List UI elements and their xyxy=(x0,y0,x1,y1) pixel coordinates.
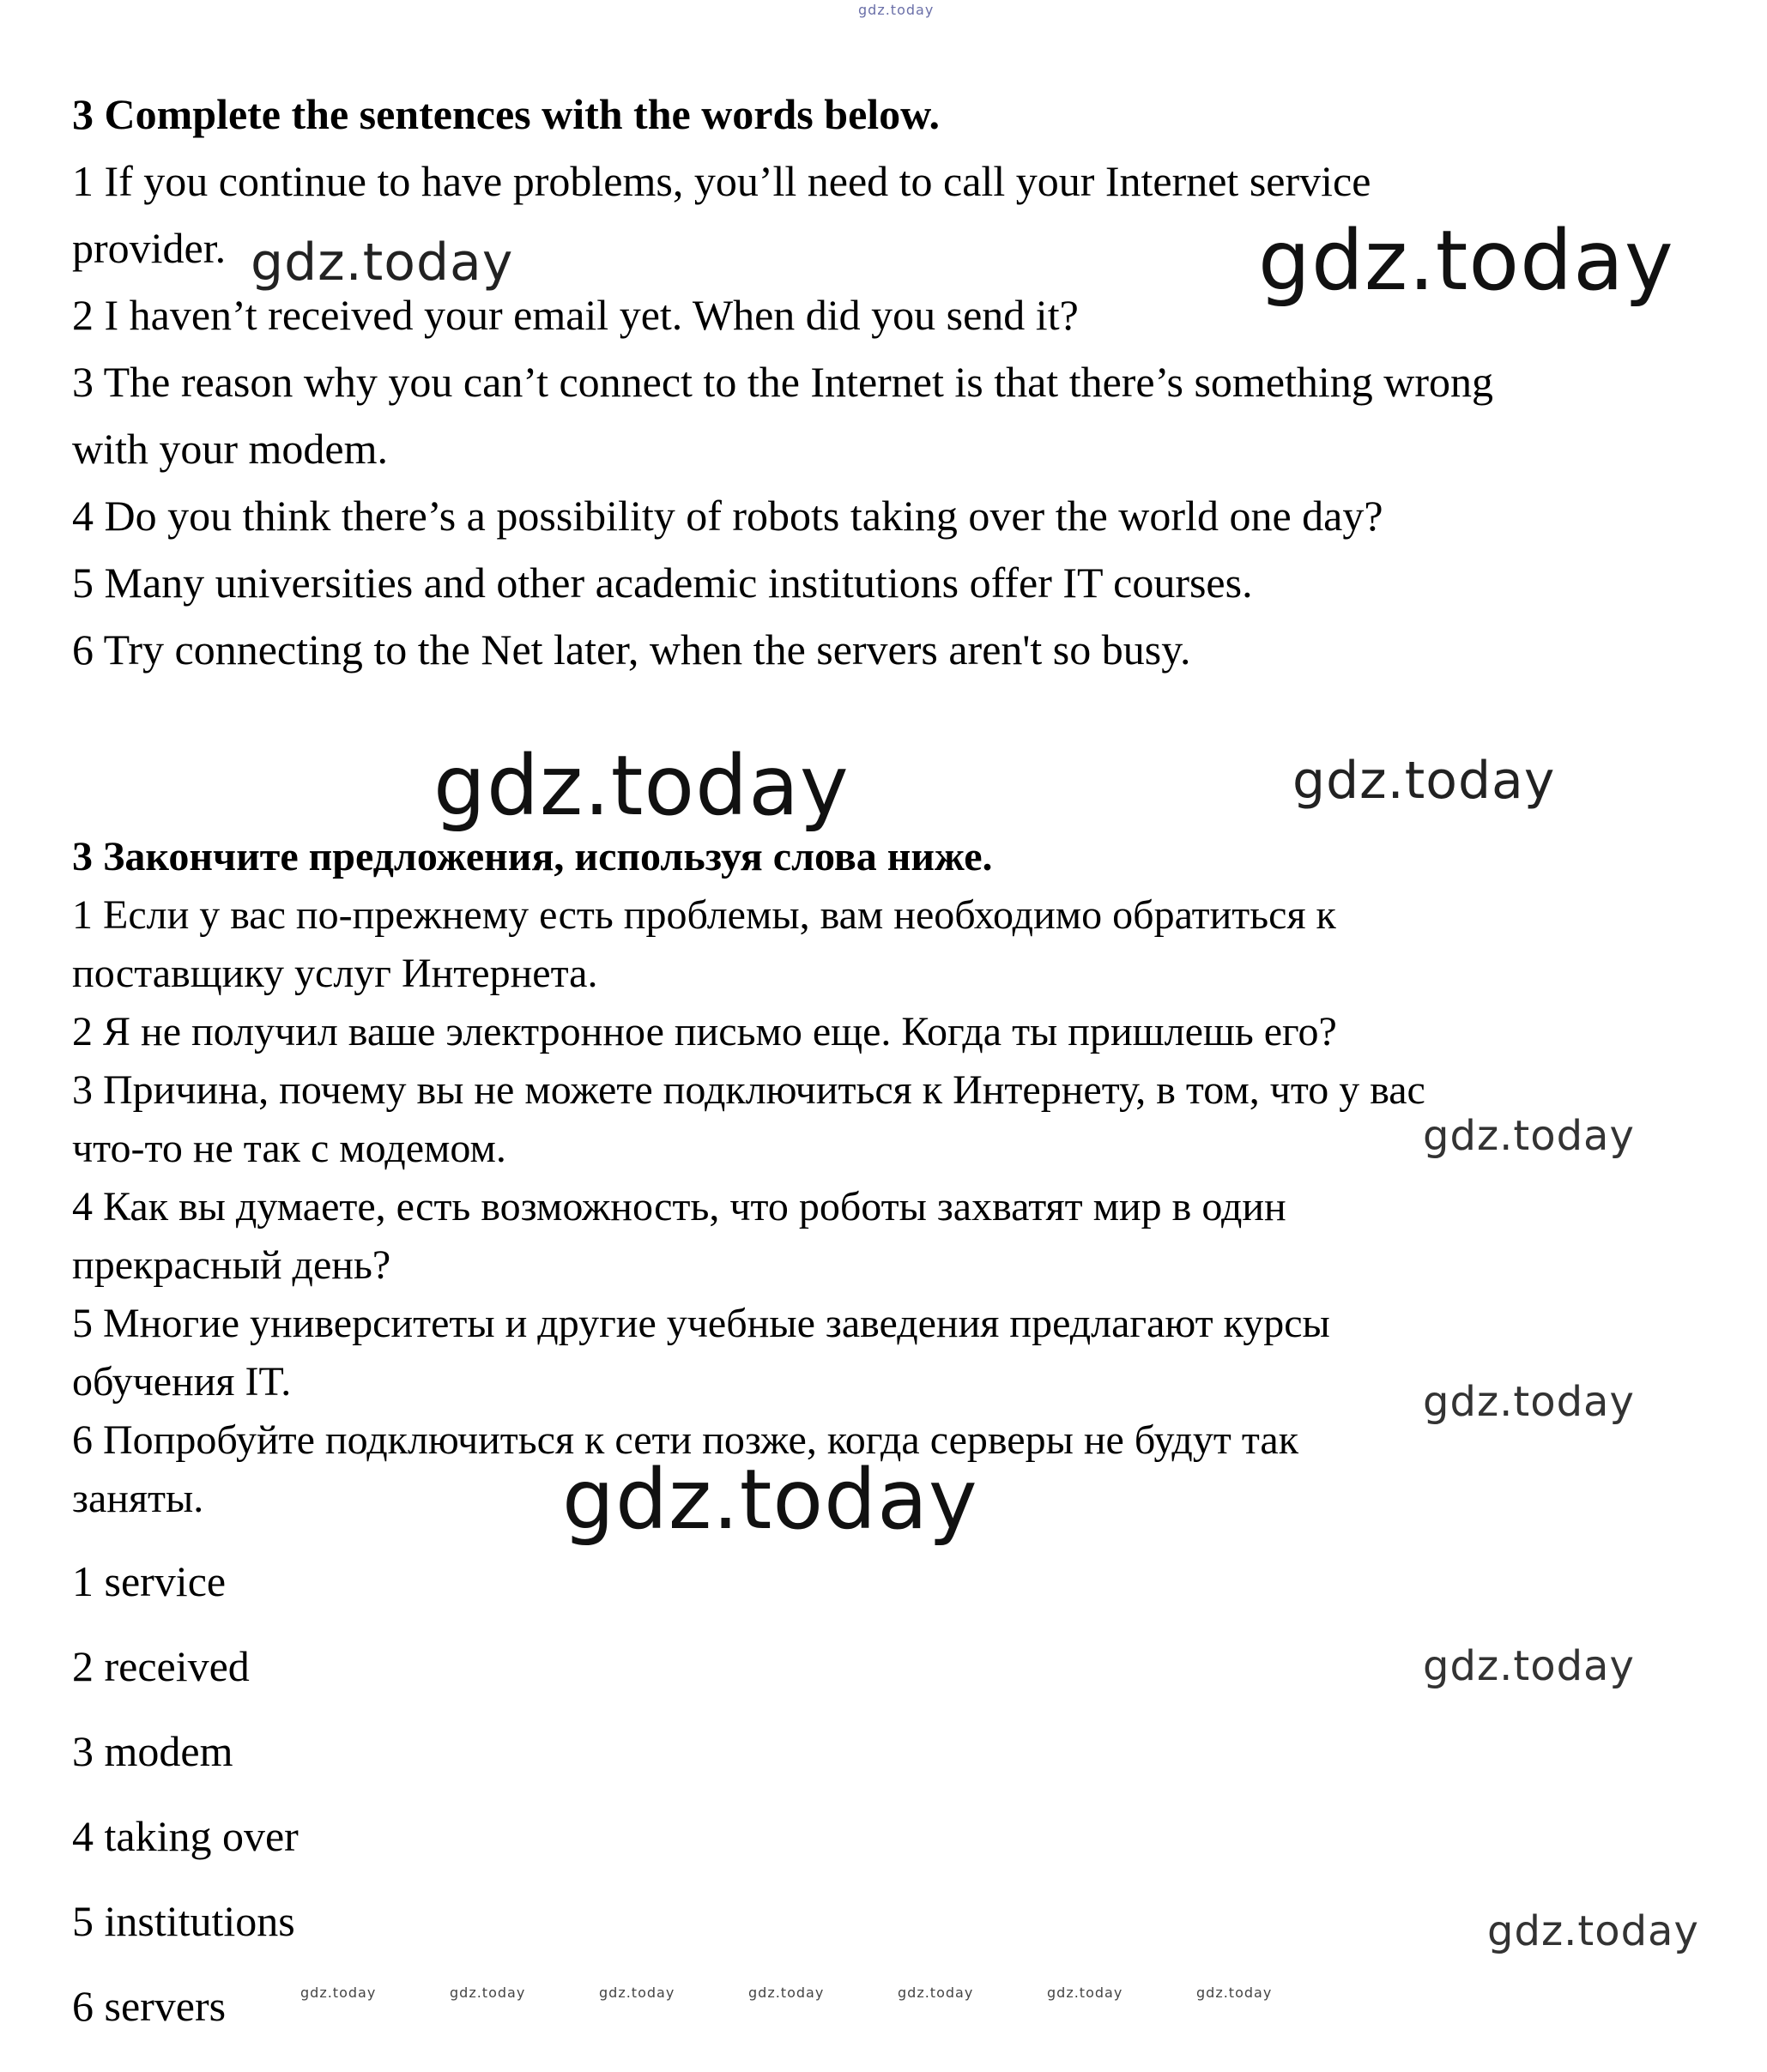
answer-item: 4 taking over xyxy=(72,1812,299,1860)
watermark-logo: gdz.today xyxy=(1292,751,1556,811)
sentence-line: 4 Do you think there’s a possibility of robots taking over the world one day? xyxy=(72,492,1383,540)
watermark-logo: gdz.today xyxy=(1423,1642,1635,1690)
watermark-logo: gdz.today xyxy=(1423,1112,1635,1160)
watermark-logo: gdz.today xyxy=(898,1984,974,2001)
translation-line: прекрасный день? xyxy=(72,1242,391,1288)
sentence-line: 6 Try connecting to the Net later, when the servers aren't so busy. xyxy=(72,625,1191,674)
exercise-heading-ru: 3 Закончите предложения, используя слова ниже. xyxy=(72,834,993,879)
translation-line: 1 Если у вас по-прежнему есть проблемы, вам необходимо обратиться к xyxy=(72,892,1336,938)
answer-item: 6 servers xyxy=(72,1982,227,2030)
watermark-logo: gdz.today xyxy=(433,738,850,834)
watermark-logo: gdz.today xyxy=(450,1984,526,2001)
translation-line: поставщику услуг Интернета. xyxy=(72,951,598,996)
watermark-logo: gdz.today xyxy=(858,2,935,18)
exercise-heading-en: 3 Complete the sentences with the words below. xyxy=(72,90,941,138)
sentence-line: 1 If you continue to have problems, you’ll need to call your Internet service xyxy=(72,157,1371,205)
translation-line: 4 Как вы думаете, есть возможность, что роботы захватят мир в один xyxy=(72,1184,1286,1229)
watermark-logo: gdz.today xyxy=(1258,213,1674,309)
translation-line: заняты. xyxy=(72,1476,204,1521)
watermark-logo: gdz.today xyxy=(300,1984,377,2001)
translation-line: что-то не так с модемом. xyxy=(72,1126,506,1171)
sentence-line: with your modem. xyxy=(72,425,389,473)
watermark-logo: gdz.today xyxy=(1487,1907,1699,1955)
translation-line: 2 Я не получил ваше электронное письмо еще. Когда ты пришлешь его? xyxy=(72,1009,1337,1054)
translation-line: 3 Причина, почему вы не можете подключиться к Интернету, в том, что у вас xyxy=(72,1067,1425,1113)
answer-item: 5 institutions xyxy=(72,1897,295,1945)
sentence-line: 3 The reason why you can’t connect to the Internet is that there’s something wrong xyxy=(72,358,1494,406)
answer-item: 1 service xyxy=(72,1557,227,1605)
translation-line: 6 Попробуйте подключиться к сети позже, когда серверы не будут так xyxy=(72,1417,1299,1463)
answer-item: 3 modem xyxy=(72,1727,233,1775)
watermark-logo: gdz.today xyxy=(1047,1984,1123,2001)
watermark-logo: gdz.today xyxy=(1423,1378,1635,1426)
watermark-logo: gdz.today xyxy=(251,233,514,293)
translation-line: 5 Многие университеты и другие учебные заведения предлагают курсы xyxy=(72,1301,1330,1346)
watermark-logo: gdz.today xyxy=(748,1984,825,2001)
sentence-line: 2 I haven’t received your email yet. When did you send it? xyxy=(72,291,1079,339)
sentence-line: provider. xyxy=(72,224,227,272)
watermark-logo: gdz.today xyxy=(562,1452,978,1548)
translation-line: обучения IT. xyxy=(72,1359,292,1404)
watermark-logo: gdz.today xyxy=(1196,1984,1273,2001)
watermark-logo: gdz.today xyxy=(599,1984,675,2001)
sentence-line: 5 Many universities and other academic institutions offer IT courses. xyxy=(72,559,1253,607)
answer-item: 2 received xyxy=(72,1642,250,1690)
